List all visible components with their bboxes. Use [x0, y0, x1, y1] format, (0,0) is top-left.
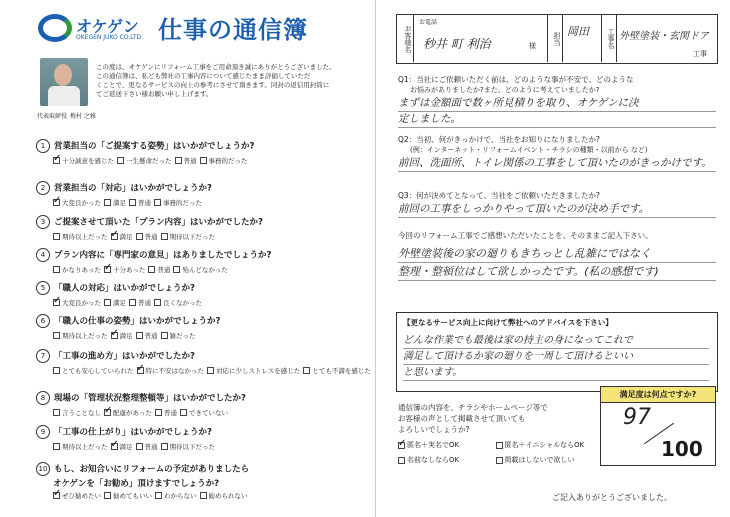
option-label: かなりあった [62, 266, 101, 274]
option[interactable] [111, 442, 133, 451]
option-label: 勧められない [208, 492, 248, 500]
page-title: 仕事の通信簿 [158, 16, 308, 44]
brand-sub: OKEGEN JUKO CO.LTD. [76, 34, 143, 41]
option[interactable] [180, 408, 228, 417]
option-label: とても安心していられた [62, 367, 134, 375]
option[interactable] [53, 491, 101, 500]
tanto-name: 岡田 [567, 25, 589, 38]
question-1 [36, 135, 366, 165]
publish-option[interactable] [496, 455, 594, 465]
option[interactable] [53, 331, 108, 340]
answer: まずは金額面で数ヶ所見積りを取り、オケゲンに決 定しました。 [398, 96, 716, 128]
score-value: 97 [623, 405, 651, 430]
option-label: 普通 [144, 233, 158, 241]
options [53, 491, 366, 500]
question-text: 現場の「管理状況整理整頓等」はいかがでしたか? [54, 393, 246, 404]
checkbox[interactable] [53, 299, 60, 306]
checkbox[interactable] [104, 492, 111, 499]
option[interactable] [53, 366, 134, 375]
impression-answer: 外壁塗装後の家の廻りもきちっとし乱雑にではなく 整理・整頓位はして欲しかったです。(私の感想です) [398, 245, 716, 281]
answer: 前回、洗面所、トイレ関係の工事をして頂いたのがきっかけです。 [398, 156, 716, 172]
option[interactable] [111, 331, 133, 340]
checkbox[interactable] [129, 199, 136, 206]
option-label: 大変良かった [62, 299, 101, 307]
checkbox[interactable] [398, 457, 405, 464]
checkbox[interactable] [155, 409, 162, 416]
president-name: 梅村 之雅 [70, 113, 96, 120]
checkbox[interactable] [207, 367, 214, 374]
option[interactable] [207, 366, 300, 375]
publish-question: 通信簿の内容を、チラシやホームページ等で お客様の声として掲載させて頂いても よろしいでしょうか? [398, 403, 548, 434]
checkbox[interactable] [53, 409, 60, 416]
option-label: 事務的だった [208, 157, 248, 165]
option-label: 普通 [157, 266, 171, 274]
question-text: ご提案させて頂いた「プラン内容」はいかがでしたか? [54, 217, 263, 228]
question-number: 9 [36, 425, 50, 439]
option[interactable] [53, 408, 101, 417]
tanto-label: 担当 [547, 15, 563, 62]
checkbox[interactable] [104, 199, 111, 206]
option-label: 普通 [144, 332, 158, 340]
option-label: わからない [164, 492, 197, 500]
option[interactable] [53, 156, 114, 165]
question-text: 「職人の仕事の姿勢」はいかがでしょうか? [54, 316, 221, 327]
option-label: 満足 [119, 332, 133, 340]
checkbox[interactable] [496, 457, 503, 464]
option-label: ぜひ勧めたい [62, 492, 101, 500]
advice-question: 【更なるサービス向上に向けて弊社へのアドバイスを下さい】 [403, 318, 613, 327]
impression-question: 今回のリフォーム工事でご感想いただいたことを、そのままご記入下さい。 [398, 231, 653, 240]
checkbox[interactable] [148, 266, 155, 273]
president-role: 代表取締役 [37, 113, 68, 120]
question-text: 「工事の仕上がり」はいかがでしょうか? [54, 427, 212, 438]
option-label: 満足 [119, 233, 133, 241]
checkbox[interactable] [53, 199, 60, 206]
logo-mark [38, 14, 72, 42]
option[interactable] [104, 298, 126, 307]
question-text: プラン内容に「専門家の意見」はありましたでしょうか? [54, 250, 272, 261]
checkbox[interactable] [161, 233, 168, 240]
checkbox[interactable] [137, 367, 144, 374]
option-label: 十分誠意を感じた [62, 157, 114, 165]
checkbox[interactable] [180, 409, 187, 416]
options [53, 198, 366, 207]
option-label: 勧めてもいい [113, 492, 152, 500]
question-text: Q2：当初、何がきっかけで、当社をお知りになりましたか? [398, 135, 601, 144]
option-label: 期待以上だった [62, 332, 108, 340]
question-6 [36, 310, 366, 340]
option-label: 普通 [138, 299, 151, 307]
question-text: Q3：何が決めてとなって、当社をご依頼いただきましたか? [398, 191, 601, 200]
checkbox[interactable] [200, 157, 207, 164]
option[interactable] [136, 232, 158, 241]
checkbox[interactable] [155, 492, 162, 499]
checkbox[interactable] [53, 332, 60, 339]
option[interactable] [117, 156, 172, 165]
publish-option[interactable] [496, 440, 594, 450]
checkbox[interactable] [173, 266, 180, 273]
option-label: 普通 [163, 409, 177, 417]
question-text: Q1：当社にご依頼いただく前は、どのような事が不安で、どのような [398, 75, 634, 84]
question-3 [36, 211, 366, 241]
option[interactable] [136, 331, 158, 340]
option-label: 言うことなし [62, 409, 101, 417]
option-label: 一生懸命だった [126, 157, 172, 165]
option[interactable] [53, 232, 108, 241]
options [53, 408, 366, 417]
score-box [600, 386, 716, 466]
question-number: 5 [36, 281, 50, 295]
options [53, 265, 366, 274]
option-label: 匿名＋実名でOK [407, 441, 460, 449]
option[interactable] [104, 265, 145, 274]
question-number: 6 [36, 314, 50, 328]
question-2 [36, 177, 366, 207]
option[interactable] [136, 442, 158, 451]
option[interactable] [173, 265, 228, 274]
option-label: 事務的だった [163, 199, 202, 207]
option-label: 特に不安はなかった [145, 367, 204, 375]
option-label: 配慮があった [113, 409, 152, 417]
option[interactable] [175, 156, 197, 165]
option-label: 期待以下だった [169, 443, 215, 451]
option-label: 満足 [113, 299, 126, 307]
advice-answer: どんな作業でも最後は家の持主の身になってこれで 満足して頂けるか家の廻りを一周して頂けるといい と思います。 [403, 333, 709, 381]
option[interactable] [129, 298, 151, 307]
answer: 前回の工事をしっかりやって頂いたのが決め手です。 [398, 202, 716, 218]
checkbox[interactable] [53, 443, 60, 450]
checkbox[interactable] [161, 332, 168, 339]
checkbox[interactable] [104, 299, 111, 306]
option-label: 十分あった [112, 266, 146, 274]
option[interactable] [148, 265, 170, 274]
checkbox[interactable] [129, 299, 136, 306]
question-10 [36, 458, 366, 500]
question-number: 1 [36, 139, 50, 153]
option-label: 期待以上だった [62, 443, 108, 451]
options [53, 156, 366, 165]
question-text: もし、お知合いにリフォームの予定がありましたら [54, 464, 250, 475]
right-question-1 [398, 74, 716, 128]
question-text-2: (例：インターネット・リフォームイベント・チラシの種類・以前から など) [410, 146, 648, 154]
customer-label: お客様名 [397, 15, 414, 62]
option[interactable] [111, 232, 133, 241]
option[interactable] [53, 198, 101, 207]
checkbox[interactable] [117, 157, 124, 164]
option[interactable] [155, 408, 177, 417]
checkbox[interactable] [111, 233, 118, 240]
publish-options [398, 440, 593, 465]
option-label: 普通 [138, 199, 151, 207]
option[interactable] [161, 232, 216, 241]
score-total: 100 [661, 437, 703, 461]
checkbox[interactable] [53, 157, 60, 164]
option[interactable] [53, 442, 108, 451]
question-number: 4 [36, 248, 50, 262]
question-text: 営業担当の「対応」はいかがでしょうか? [54, 183, 212, 194]
checkbox[interactable] [136, 332, 143, 339]
options [53, 366, 371, 375]
question-7 [36, 345, 371, 375]
question-text-2: お悩みがありましたか?また、どのように考えていましたか? [410, 86, 600, 94]
customer-name: 秒井 町 利治 [423, 37, 491, 51]
checkbox[interactable] [154, 299, 161, 306]
checkbox[interactable] [136, 443, 143, 450]
option[interactable] [154, 298, 202, 307]
option-label: 雑だった [169, 332, 196, 340]
checkbox[interactable] [398, 442, 405, 449]
checkbox[interactable] [104, 409, 111, 416]
checkbox[interactable] [200, 492, 207, 499]
options [53, 232, 366, 241]
question-9 [36, 421, 366, 451]
question-number: 8 [36, 391, 50, 405]
option[interactable] [154, 198, 202, 207]
right-question-3 [398, 190, 716, 218]
option[interactable] [104, 408, 152, 417]
checkbox[interactable] [53, 367, 60, 374]
option-label: 大変良かった [62, 199, 101, 207]
intro-text: この度は、オケゲンにリフォーム工事をご用命頂き誠にありがとうございました。 この通信簿は、私ども弊社の工事内容について感じたまま評価していただ くことで、更なるサービスの向上の参考にさせて頂きます。同封の返信用封筒に てご返送下さい様お願い申し上げます。 [96, 63, 336, 98]
option-label: 満足 [119, 443, 133, 451]
option-label: 期待以上だった [62, 233, 108, 241]
question-number: 2 [36, 181, 50, 195]
question-8 [36, 387, 366, 417]
question-5 [36, 277, 366, 307]
question-text: 営業担当の「ご提案する姿勢」はいかがでしょうか? [54, 141, 255, 152]
option[interactable] [104, 198, 126, 207]
koji-suffix: 工事 [693, 50, 707, 58]
option-label: 掲載はしないで欲しい [504, 456, 575, 464]
publish-option[interactable] [398, 455, 496, 465]
question-number: 10 [36, 462, 50, 476]
options [53, 442, 366, 451]
option[interactable] [155, 491, 197, 500]
option-label: 対応に少しストレスを感じた [216, 367, 301, 375]
checkbox[interactable] [53, 492, 60, 499]
brand-name: オケゲン [76, 17, 139, 36]
option[interactable] [53, 298, 101, 307]
checkbox[interactable] [303, 367, 310, 374]
option[interactable] [53, 265, 101, 274]
checkbox[interactable] [53, 266, 60, 273]
sama-label: 様 [529, 42, 536, 50]
koji-label: 工事名 [601, 15, 617, 62]
checkbox[interactable] [175, 157, 182, 164]
president-photo [40, 58, 88, 106]
checkbox[interactable] [161, 443, 168, 450]
option-label: 名前なしならOK [407, 456, 460, 464]
option-label: 満足 [113, 199, 126, 207]
option[interactable] [303, 366, 371, 375]
options [53, 331, 366, 340]
koji-name: 外壁塗装・玄関ドア [619, 31, 709, 42]
option-label: 良くなかった [163, 299, 202, 307]
option[interactable] [129, 198, 151, 207]
option-label: できていない [188, 409, 228, 417]
checkbox[interactable] [154, 199, 161, 206]
option[interactable] [137, 366, 205, 375]
score-label: 満足度は何点ですか? [601, 387, 715, 403]
question-text-2: オケゲンを「お勧め」頂けますでしょうか? [53, 479, 220, 489]
option-label: 期待以下だった [169, 233, 215, 241]
right-question-2 [398, 134, 716, 172]
option-label: 普通 [144, 443, 158, 451]
question-text: 「工事の進め方」はいかがでしたか? [54, 351, 195, 362]
advice-box [396, 312, 718, 392]
checkbox[interactable] [111, 443, 118, 450]
option-label: 殆んどなかった [182, 266, 228, 274]
thanks-text: ご記入ありがとうございました。 [552, 493, 672, 502]
option-label: 匿名＋イニシャルならOK [504, 441, 585, 449]
page-divider [375, 0, 376, 517]
checkbox[interactable] [136, 233, 143, 240]
option[interactable] [161, 331, 196, 340]
option-label: とても不満を感じた [312, 367, 371, 375]
question-number: 3 [36, 215, 50, 229]
option[interactable] [104, 491, 152, 500]
option[interactable] [200, 156, 248, 165]
option[interactable] [161, 442, 216, 451]
checkbox[interactable] [496, 442, 503, 449]
tel-label: お電話 [419, 19, 438, 26]
options [53, 298, 366, 307]
publish-option[interactable] [398, 440, 496, 450]
header-box [396, 14, 718, 64]
question-4 [36, 244, 366, 274]
question-text: 「職人の対応」はいかがでしょうか? [54, 283, 195, 294]
question-number: 7 [36, 349, 50, 363]
checkbox[interactable] [104, 266, 111, 273]
checkbox[interactable] [53, 233, 60, 240]
option-label: 普通 [183, 157, 197, 165]
checkbox[interactable] [111, 332, 118, 339]
option[interactable] [200, 491, 248, 500]
